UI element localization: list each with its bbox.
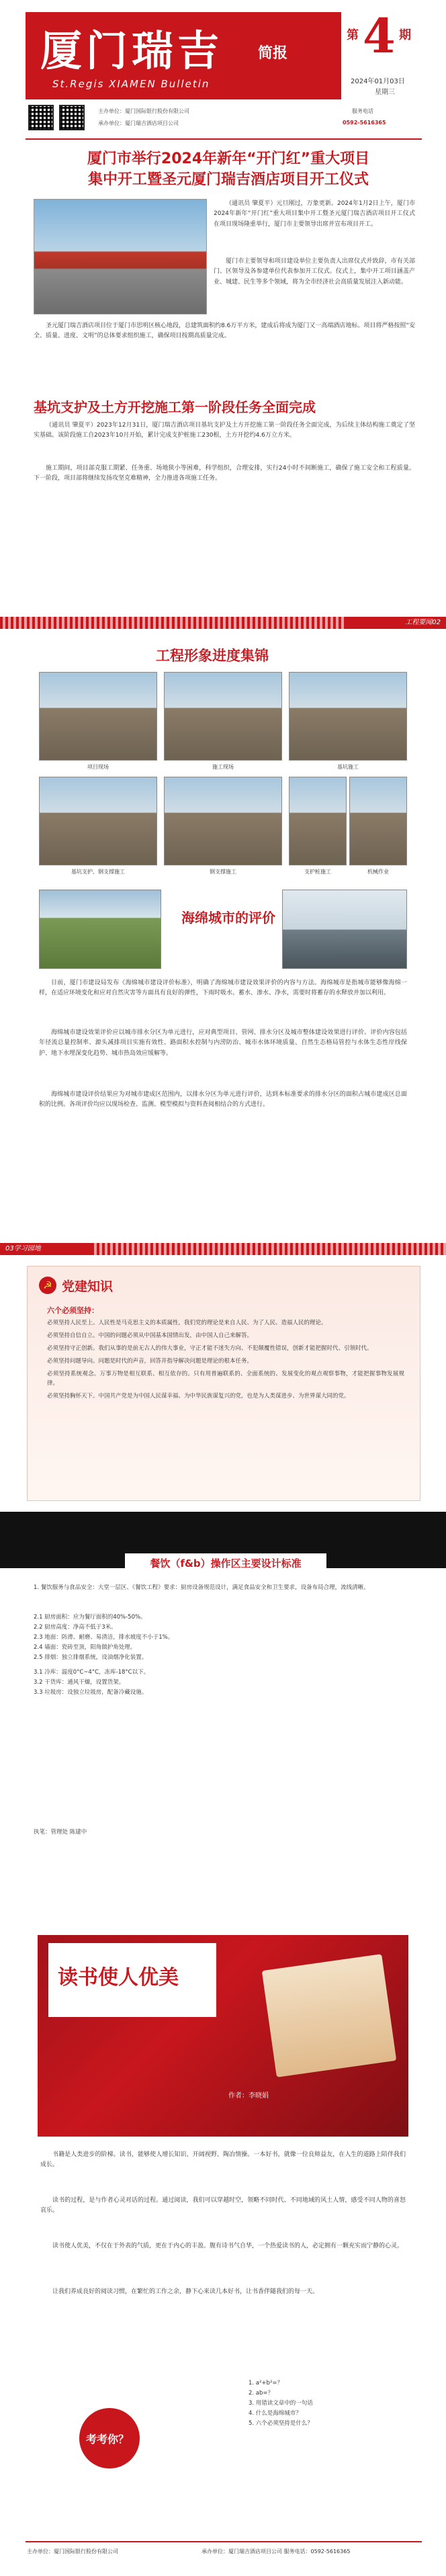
contact-label: 服务电话 <box>352 108 373 114</box>
list-item: 2. ab=？ <box>249 2389 274 2397</box>
article6-para2: 读书的过程，是与作者心灵对话的过程。通过阅读，我们可以穿越时空，领略不同时代、不同地域的风土人情，感受不同人物的喜怒哀乐。 <box>40 2197 406 2215</box>
issue-number-box <box>343 8 420 71</box>
footer-left: 主办单位：厦门国际银行股份有限公司 <box>27 2548 118 2554</box>
header-divider <box>26 138 422 140</box>
organizer-text: 承办单位：厦门瑞吉酒店项目公司 <box>98 120 179 126</box>
article3-para1: 日前，厦门市建设局发布《海绵城市建设评价标准》，明确了海绵城市建设效果评价的内容与方法。海绵城市是指城市能够像海绵一样，在适应环境变化和应对自然灾害等方面具有良好的弹性，下雨时吸水、蓄水、渗水、净水，需要时将蓄存的水释放并加以利用。 <box>39 980 407 997</box>
gallery-photo <box>349 777 407 865</box>
issue-date: 2024年01月03日 <box>351 78 405 85</box>
article3-para3: 海绵城市建设评价结果应为对城市建成区范围内，以排水分区为单元进行评价，达到本标准要求的排水分区的面积占城市建成区总面积的比例。各项评价均应以现场检查、监测、模型模拟与资料查阅相结合的方式进行。 <box>39 1091 407 1109</box>
article1-headline-line2: 集中开工暨圣元厦门瑞吉酒店项目开工仪式 <box>87 171 369 188</box>
list-item: 3.2 干货库：通风干燥，设置货架。 <box>34 1679 125 1686</box>
article1-para3: 圣元厦门瑞吉酒店项目位于厦门市思明区核心地段，总建筑面积约8.6万平方米，建成后将成为厦门又一高端酒店地标。项目将严格按照“安全、质量、进度、文明”的总体要求组织施工，确保项目按期高质量完成。 <box>34 323 415 340</box>
issue-prefix: 第 <box>347 28 359 42</box>
gallery-caption: 基坑支护、钢支撑施工 <box>71 869 125 875</box>
list-item: 2.3 地面：防滑、耐磨、易清洁，排水坡度不小于1%。 <box>34 1633 174 1641</box>
masthead <box>26 12 341 99</box>
footer-divider <box>26 2541 422 2542</box>
ceremony-photo <box>34 199 207 314</box>
contact-phone: 0592-5616365 <box>343 120 386 126</box>
qr-code-icon[interactable] <box>28 105 54 130</box>
gallery-photo <box>164 672 282 761</box>
article1-lead: （通讯员 肇夏平）元旦刚过，万象更新。2024年1月2日上午，厦门市2024年新年“开门红”重大项目集中开工暨圣元厦门瑞吉酒店项目开工仪式在项目现场隆重举行，厦门市主要领导出席并宣布项目开工。 <box>214 200 415 228</box>
issue-number: 4 <box>363 8 396 64</box>
list-item: 2.4 墙面：瓷砖至顶，阳角做护角处理。 <box>34 1643 136 1651</box>
article4-subtitle: 六个必须坚持： <box>47 1306 99 1315</box>
article1-headline-line1: 厦门市举行2024年新年“开门红”重大项目 <box>87 151 370 167</box>
party-emblem-icon: ☭ <box>39 1277 56 1294</box>
gallery-caption: 项目现场 <box>87 764 109 770</box>
list-item: 2.2 厨房高度：净高不低于3米。 <box>34 1623 117 1631</box>
article6-para3: 读书使人优美，不仅在于外表的气质，更在于内心的丰盈。腹有诗书气自华，一个热爱读书的人，必定拥有一颗充实而宁静的心灵。 <box>52 2243 404 2249</box>
list-item: 2.1 厨房面积：应为餐厅面积的40%-50%。 <box>34 1614 146 1621</box>
sponge-city-photo <box>39 890 161 969</box>
page-header <box>0 0 446 138</box>
article1-para2: 厦门市主要领导和项目建设单位主要负责人出席仪式并致辞，市有关部门、区领导及各参建单位代表参加开工仪式。仪式上，集中开工项目涵盖产业、城建、民生等多个领域，将为全市经济社会高质量发展注入新动能。 <box>214 258 415 286</box>
list-item: 必须坚持胸怀天下。中国共产党是为中国人民谋幸福、为中华民族谋复兴的党，也是为人类谋进步、为世界谋大同的党。 <box>47 1393 350 1400</box>
gallery-title: 工程形象进度集锦 <box>156 648 269 664</box>
gallery-photo <box>39 672 157 761</box>
gallery-photo <box>289 672 407 761</box>
footer-right: 承办单位：厦门瑞吉酒店项目公司 服务电话：0592-5616365 <box>202 2548 351 2554</box>
article6-title: 读书使人优美 <box>58 1966 179 1989</box>
issue-suffix: 期 <box>399 28 411 42</box>
city-photo <box>282 890 407 969</box>
article2-title: 基坑支护及土方开挖施工第一阶段任务全面完成 <box>34 399 316 415</box>
article1-headline <box>47 149 410 191</box>
sponsor-text: 主办单位：厦门国际银行股份有限公司 <box>98 108 189 114</box>
quiz-label: 考考你？ <box>86 2433 130 2446</box>
article3-title: 海绵城市的评价 <box>181 910 275 926</box>
article6-author: 作者：李晓娟 <box>228 2092 269 2100</box>
gallery-caption: 钢支撑施工 <box>210 869 236 875</box>
list-item: 1. a²+b²=？ <box>249 2380 283 2387</box>
article5-footer: 执笔：管理处 陈建中 <box>34 1829 87 1836</box>
article4-title: 党建知识 <box>62 1279 114 1294</box>
article5-title: 餐饮（f&b）操作区主要设计标准 <box>125 1553 326 1573</box>
article5-points <box>34 1613 412 1698</box>
list-item: 4. 什么是海绵城市？ <box>249 2409 302 2417</box>
article2-para1: （通讯员 肇夏平）2023年12月31日，厦门瑞吉酒店项目基坑支护及土方开挖施工第一阶段任务全面完成，为后续主体结构施工奠定了坚实基础。该阶段施工自2023年10月开始，累计完成支护桩施工230根，土方开挖约4.6万立方米。 <box>34 422 415 439</box>
article4-list <box>47 1318 404 1404</box>
section-tag-study: 03学习园地 <box>0 1243 94 1255</box>
article6-para4: 让我们养成良好的阅读习惯，在繁忙的工作之余，静下心来读几本好书，让书香伴随我们的每一天。 <box>52 2288 319 2295</box>
gallery-caption: 支护桩施工 <box>304 869 331 875</box>
list-item: 3.1 冷库：温度0°C~4°C，冻库-18°C以下。 <box>34 1669 150 1676</box>
section-tag-engineering: 工程要闻02 <box>345 617 446 629</box>
quiz-list <box>249 2378 403 2428</box>
article5-intro: 1. 餐饮服务与食品安全：大堂一层区、《餐饮工程》要求：厨房设备规范设计，满足食品安全和卫生要求，设备布局合理，流线清晰。 <box>34 1584 369 1591</box>
masthead-english: St.Regis XIAMEN Bulletin <box>52 78 210 90</box>
list-item: 必须坚持守正创新。我们从事的是前无古人的伟大事业，守正才能不迷失方向、不犯颠覆性错误，创新才能把握时代、引领时代。 <box>47 1344 373 1352</box>
list-item: 2.5 排烟：独立排烟系统，设油烟净化装置。 <box>34 1654 148 1661</box>
gallery-photo <box>164 777 282 865</box>
list-item: 5. 六个必须坚持是什么？ <box>249 2419 313 2427</box>
article6-para1: 书籍是人类进步的阶梯。读书，能够使人增长知识、开阔视野、陶冶情操。一本好书，就像一位良师益友，在人生的道路上陪伴我们成长。 <box>40 2151 406 2169</box>
gallery-caption: 施工现场 <box>212 764 234 770</box>
gallery-caption: 基坑施工 <box>337 764 359 770</box>
gallery-photo <box>289 777 347 865</box>
header-meta-row <box>26 102 422 137</box>
open-book-image <box>262 1954 397 2077</box>
list-item: 3.3 垃圾房：设独立垃圾房，配备冷藏设施。 <box>34 1689 148 1697</box>
gallery-photo <box>39 777 157 865</box>
list-item: 必须坚持自信自立。中国的问题必须从中国基本国情出发，由中国人自己来解答。 <box>47 1332 253 1339</box>
article3-para2: 海绵城市建设效果评价应以城市排水分区为单元进行，应对典型项目、管网、排水分区及城市整体建设效果进行评价。评价内容包括年径流总量控制率、源头减排项目实施有效性、路面积水控制与内涝防治、城市水体环境质量、自然生态格局管控与水体生态性岸线保护、地下水埋深变化趋势、城市热岛效应缓解等。 <box>39 1029 407 1057</box>
list-item: 必须坚持系统观念。万事万物是相互联系、相互依存的。只有用普遍联系的、全面系统的、发展变化的观点观察事物，才能把握事物发展规律。 <box>47 1370 404 1387</box>
qr-code-icon[interactable] <box>59 105 85 130</box>
article2-para2: 施工期间，项目部克服工期紧、任务重、场地狭小等困难，科学组织，合理安排，实行24小时不间断施工，确保了施工安全和工程质量。下一阶段，项目部将继续发扬攻坚克难精神，全力推进各项施工任务。 <box>34 465 415 482</box>
list-item: 必须坚持人民至上。人民性是马克思主义的本质属性，我们党的理论是来自人民、为了人民、造福人民的理论。 <box>47 1320 327 1326</box>
list-item: 3. 用错读文章中的一句话 <box>249 2399 313 2407</box>
masthead-title: 厦门瑞吉 <box>40 26 224 75</box>
gallery-caption: 机械作业 <box>367 869 389 875</box>
list-item: 必须坚持问题导向。问题是时代的声音，回答并指导解决问题是理论的根本任务。 <box>47 1357 253 1365</box>
masthead-subtitle: 简报 <box>258 45 288 62</box>
issue-weekday: 星期三 <box>375 89 395 96</box>
